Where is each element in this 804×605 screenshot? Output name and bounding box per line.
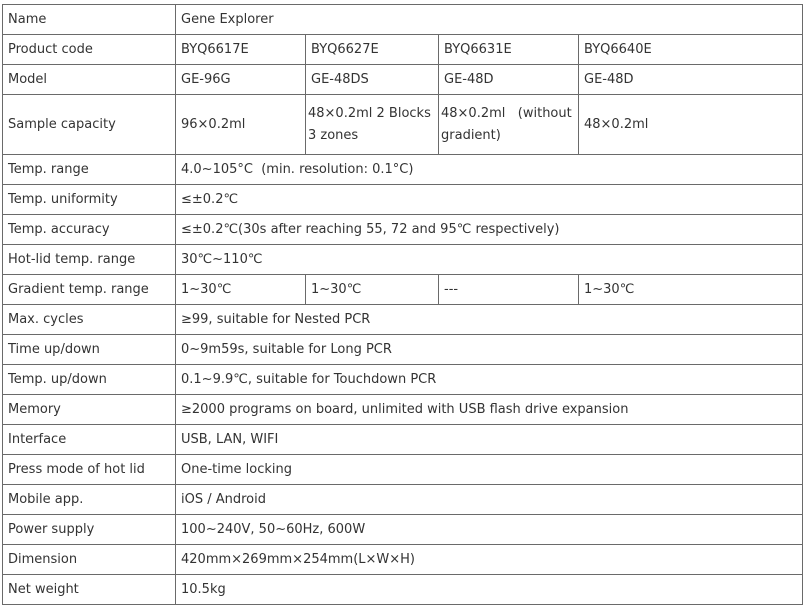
cell-value: 48×0.2ml [579, 95, 803, 155]
cell-value: 48×0.2ml (without gradient) [439, 95, 579, 155]
cell-value: 96×0.2ml [176, 95, 306, 155]
row-value: 420mm×269mm×254mm(L×W×H) [176, 545, 803, 575]
cell-value: 1~30℃ [579, 275, 803, 305]
row-label: Dimension [3, 545, 176, 575]
row-label: Time up/down [3, 335, 176, 365]
cell-value: 1~30℃ [176, 275, 306, 305]
row-label: Max. cycles [3, 305, 176, 335]
table-row [3, 545, 803, 575]
table-row [3, 245, 803, 275]
row-label: Hot-lid temp. range [3, 245, 176, 275]
cell-value: GE-48DS [306, 65, 439, 95]
cell-value: BYQ6617E [176, 35, 306, 65]
table-row [3, 275, 803, 305]
row-label: Temp. range [3, 155, 176, 185]
row-label: Sample capacity [3, 95, 176, 155]
cell-value: GE-48D [439, 65, 579, 95]
row-label: Temp. uniformity [3, 185, 176, 215]
row-label: Name [3, 5, 176, 35]
row-value: ≥99, suitable for Nested PCR [176, 305, 803, 335]
cell-value: 48×0.2ml 2 Blocks 3 zones [306, 95, 439, 155]
table-row [3, 515, 803, 545]
row-label: Product code [3, 35, 176, 65]
table-row [3, 335, 803, 365]
table-row [3, 215, 803, 245]
row-label: Mobile app. [3, 485, 176, 515]
row-label: Temp. up/down [3, 365, 176, 395]
table-row [3, 305, 803, 335]
row-value: ≥2000 programs on board, unlimited with USB flash drive expansion [176, 395, 803, 425]
row-value: 30℃~110℃ [176, 245, 803, 275]
row-label: Model [3, 65, 176, 95]
row-value: USB, LAN, WIFI [176, 425, 803, 455]
cell-value: GE-96G [176, 65, 306, 95]
table-row [3, 425, 803, 455]
row-value: Gene Explorer [176, 5, 803, 35]
table-row [3, 365, 803, 395]
row-value: 0.1~9.9℃, suitable for Touchdown PCR [176, 365, 803, 395]
cell-value: GE-48D [579, 65, 803, 95]
row-label: Press mode of hot lid [3, 455, 176, 485]
table-row [3, 485, 803, 515]
table-row [3, 185, 803, 215]
row-value: 10.5kg [176, 575, 803, 605]
table-row [3, 65, 803, 95]
row-value: 100~240V, 50~60Hz, 600W [176, 515, 803, 545]
cell-value: BYQ6631E [439, 35, 579, 65]
table-row [3, 575, 803, 605]
table-row [3, 395, 803, 425]
cell-value: BYQ6627E [306, 35, 439, 65]
row-label: Gradient temp. range [3, 275, 176, 305]
row-value: iOS / Android [176, 485, 803, 515]
spec-table [2, 4, 803, 605]
row-label: Net weight [3, 575, 176, 605]
row-label: Memory [3, 395, 176, 425]
table-row [3, 5, 803, 35]
row-label: Power supply [3, 515, 176, 545]
table-row [3, 455, 803, 485]
row-label: Interface [3, 425, 176, 455]
row-value: ≤±0.2℃(30s after reaching 55, 72 and 95℃ respectively) [176, 215, 803, 245]
table-row [3, 155, 803, 185]
cell-value: BYQ6640E [579, 35, 803, 65]
row-value: ≤±0.2℃ [176, 185, 803, 215]
row-value: 4.0~105°C (min. resolution: 0.1°C) [176, 155, 803, 185]
table-row [3, 95, 803, 155]
cell-value: --- [439, 275, 579, 305]
row-value: 0~9m59s, suitable for Long PCR [176, 335, 803, 365]
row-label: Temp. accuracy [3, 215, 176, 245]
table-row [3, 35, 803, 65]
cell-value: 1~30℃ [306, 275, 439, 305]
row-value: One-time locking [176, 455, 803, 485]
